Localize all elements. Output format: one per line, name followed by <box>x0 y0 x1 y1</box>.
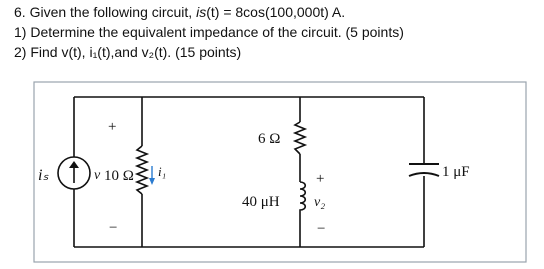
v-plus-sign: + <box>108 119 117 135</box>
v-minus-sign: − <box>109 220 118 236</box>
current-i1-label: i₁ <box>158 164 167 179</box>
current-source <box>58 157 90 189</box>
capacitor-plate-bottom <box>409 173 439 176</box>
source-variable: is <box>196 4 207 20</box>
voltage-label: v <box>94 168 101 183</box>
inductor-label: 40 μH <box>242 194 280 210</box>
inductor-40-uh <box>300 182 305 212</box>
question-line-2: 1) Determine the equivalent impedance of the circuit. (5 points) <box>14 24 404 40</box>
v2-label: v₂ <box>314 195 326 210</box>
v2-plus-sign: + <box>316 171 325 187</box>
question-line-3: 2) Find v(t), i₁(t),and v₂(t). (15 points) <box>14 44 242 60</box>
r2-label: 6 Ω <box>258 131 281 147</box>
capacitor-label: 1 μF <box>442 164 470 180</box>
resistor-6-ohm <box>295 122 305 154</box>
r1-label: 10 Ω <box>104 168 134 184</box>
source-expression: (t) = 8cos(100,000t) A. <box>206 4 346 20</box>
question-intro: 6. Given the following circuit, <box>14 4 193 20</box>
v2-minus-sign: − <box>317 221 326 237</box>
resistor-10-ohm <box>137 146 147 194</box>
source-label: iₛ <box>38 167 49 184</box>
down-arrow-icon <box>149 178 155 185</box>
